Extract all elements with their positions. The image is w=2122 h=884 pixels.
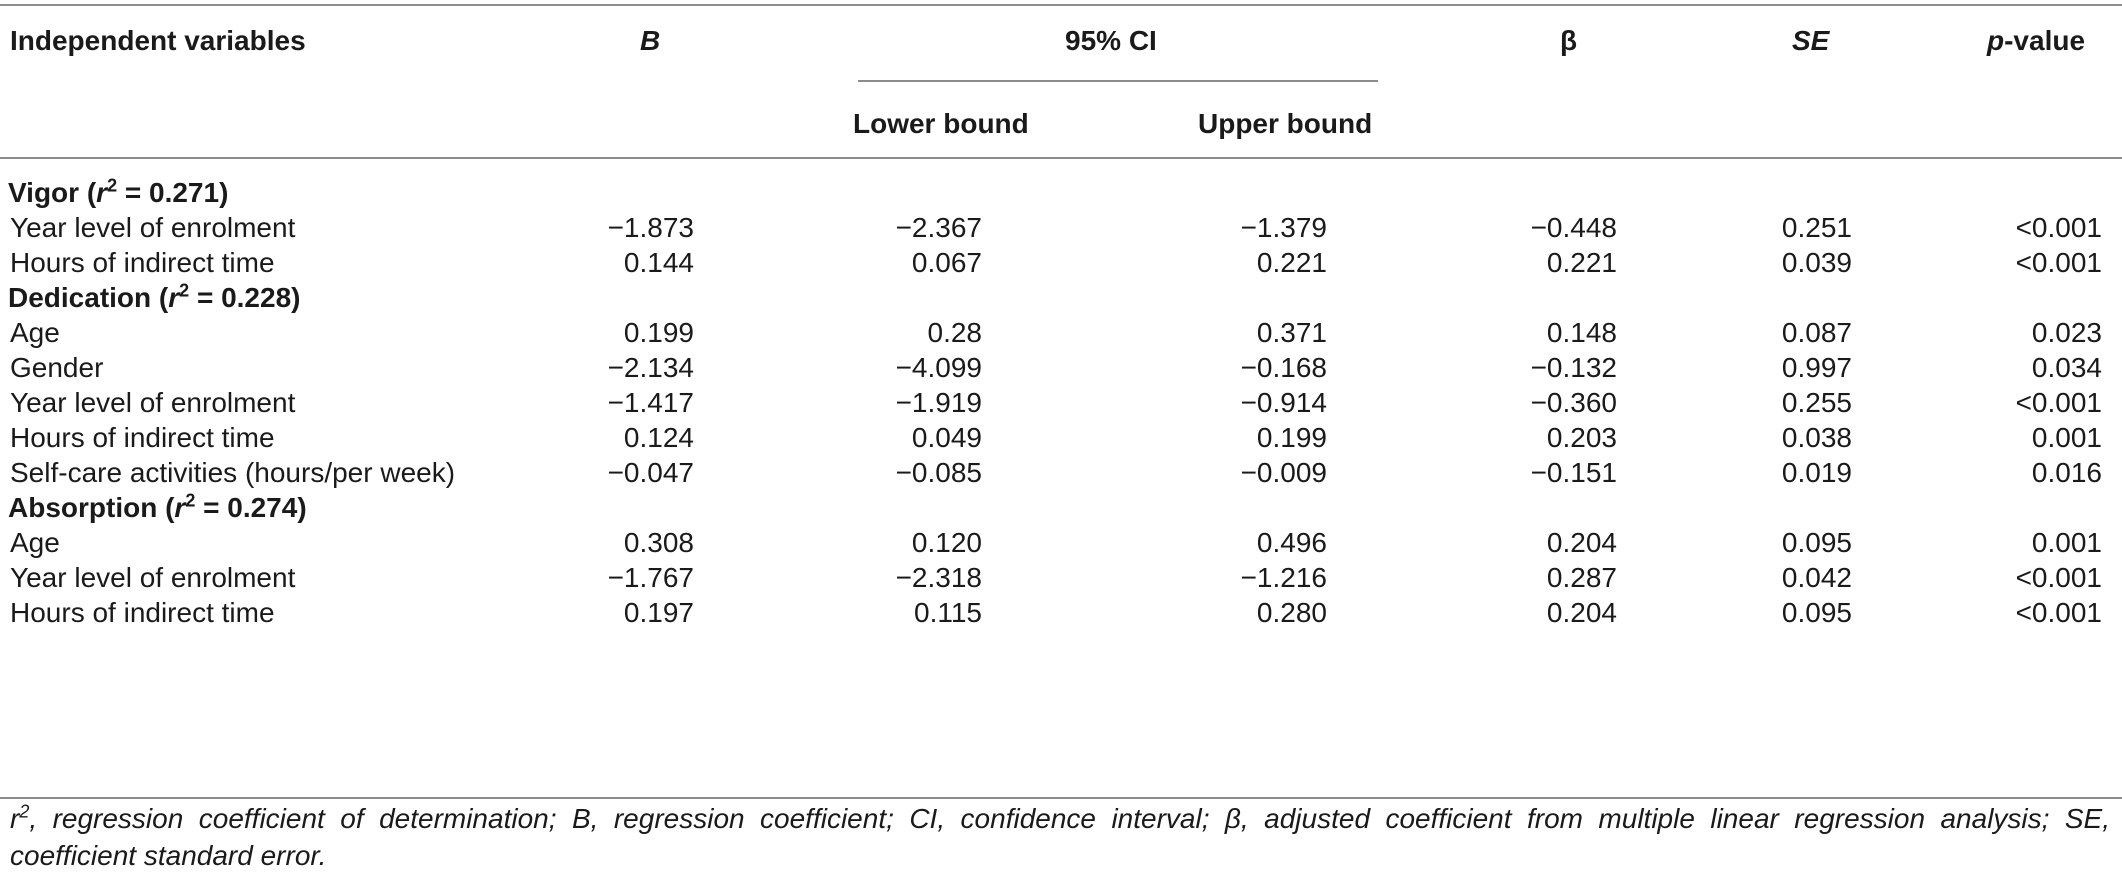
header-p-value [1987, 23, 2085, 59]
header-b: B [640, 25, 661, 56]
cell-lower: −2.367 [895, 212, 982, 243]
row-label: Hours of indirect time [10, 247, 275, 278]
cell-b: 0.197 [623, 597, 694, 628]
header-rule [0, 157, 2122, 159]
row-label: Year level of enrolment [10, 562, 296, 593]
group-heading: Dedication $(r^2 = 0.228)$ [8, 280, 301, 313]
cell-b: 0.308 [623, 527, 694, 558]
cell-p: 0.001 [2031, 422, 2102, 453]
cell-se: 0.087 [1781, 317, 1852, 348]
header-95ci: 95% CI [1065, 25, 1157, 56]
cell-lower: −0.085 [895, 457, 982, 488]
cell-se: 0.039 [1781, 247, 1852, 278]
cell-beta: −0.360 [1530, 387, 1617, 418]
table-footnote [10, 800, 2110, 874]
r2-symbol: r [168, 282, 180, 313]
cell-upper: −0.914 [1240, 387, 1327, 418]
cell-p: 0.034 [2031, 352, 2102, 383]
footnote-line-2: coefficient standard error. [10, 840, 327, 871]
cell-se: 0.019 [1781, 457, 1852, 488]
cell-p: <0.001 [2015, 387, 2102, 418]
cell-lower: −1.919 [895, 387, 982, 418]
cell-lower: 0.120 [911, 527, 982, 558]
cell-se: 0.038 [1781, 422, 1852, 453]
cell-se: 0.095 [1781, 527, 1852, 558]
r2-value: = 0.274) [195, 492, 307, 523]
cell-p: <0.001 [2015, 562, 2102, 593]
group-name: Absorption [8, 492, 158, 523]
row-label: Age [10, 527, 60, 558]
cell-upper: −0.168 [1240, 352, 1327, 383]
group-name: Vigor [8, 177, 80, 208]
header-independent-variables: Independent variables [10, 25, 306, 56]
cell-beta: 0.204 [1546, 527, 1617, 558]
row-label: Self-care activities (hours/per week) [10, 457, 456, 488]
top-rule [0, 4, 2122, 6]
cell-lower: 0.067 [911, 247, 982, 278]
cell-lower: 0.28 [927, 317, 982, 348]
cell-b: −0.047 [607, 457, 694, 488]
cell-b: −1.873 [607, 212, 694, 243]
cell-beta: −0.448 [1530, 212, 1617, 243]
header-upper-bound: Upper bound [1198, 108, 1373, 139]
cell-upper: 0.371 [1256, 317, 1327, 348]
row-label: Year level of enrolment [10, 212, 296, 243]
r2-symbol: r [174, 492, 186, 523]
cell-p: <0.001 [2015, 212, 2102, 243]
header-se: SE [1792, 25, 1830, 56]
r2-value: = 0.271) [117, 177, 229, 208]
cell-p: 0.001 [2031, 527, 2102, 558]
cell-upper: −0.009 [1240, 457, 1327, 488]
cell-b: 0.144 [623, 247, 694, 278]
r2-superscript: 2 [179, 280, 190, 301]
row-label: Year level of enrolment [10, 387, 296, 418]
cell-upper: 0.280 [1256, 597, 1327, 628]
cell-beta: 0.148 [1546, 317, 1617, 348]
cell-upper: 0.199 [1256, 422, 1327, 453]
cell-lower: −2.318 [895, 562, 982, 593]
cell-lower: 0.049 [911, 422, 982, 453]
cell-p: <0.001 [2015, 247, 2102, 278]
cell-beta: 0.221 [1546, 247, 1617, 278]
cell-p: 0.023 [2031, 317, 2102, 348]
ci-spanner-rule [858, 80, 1378, 82]
cell-b: −1.767 [607, 562, 694, 593]
cell-se: 0.255 [1781, 387, 1852, 418]
cell-se: 0.095 [1781, 597, 1852, 628]
footnote-line-1: $r^2$, regression coefficient of determination; B, regression coefficient; CI, confidence interval; β, adjusted coefficient from multiple linear regression analysis; SE, [10, 801, 2110, 834]
cell-upper: −1.216 [1240, 562, 1327, 593]
cell-beta: 0.204 [1546, 597, 1617, 628]
cell-se: 0.997 [1781, 352, 1852, 383]
row-label: Age [10, 317, 60, 348]
bottom-rule [0, 797, 2122, 799]
cell-b: 0.199 [623, 317, 694, 348]
cell-se: 0.251 [1781, 212, 1852, 243]
cell-beta: −0.132 [1530, 352, 1617, 383]
p-rest: -value [2004, 25, 2086, 56]
cell-b: 0.124 [623, 422, 694, 453]
cell-beta: −0.151 [1530, 457, 1617, 488]
cell-se: 0.042 [1781, 562, 1852, 593]
row-label: Hours of indirect time [10, 597, 275, 628]
cell-upper: 0.221 [1256, 247, 1327, 278]
r2-superscript: 2 [107, 175, 118, 196]
header-beta: β [1560, 25, 1578, 56]
cell-p: 0.016 [2031, 457, 2102, 488]
cell-beta: 0.287 [1546, 562, 1617, 593]
cell-beta: 0.203 [1546, 422, 1617, 453]
group-heading: Vigor $(r^2 = 0.271)$ [8, 175, 229, 208]
cell-lower: −4.099 [895, 352, 982, 383]
row-label: Gender [10, 352, 104, 383]
cell-upper: 0.496 [1256, 527, 1327, 558]
cell-p: <0.001 [2015, 597, 2102, 628]
r2-superscript: 2 [185, 490, 196, 511]
row-label: Hours of indirect time [10, 422, 275, 453]
r2-value: = 0.228) [189, 282, 301, 313]
group-name: Dedication [8, 282, 152, 313]
cell-lower: 0.115 [914, 597, 982, 628]
cell-upper: −1.379 [1240, 212, 1327, 243]
cell-b: −2.134 [607, 352, 694, 383]
cell-b: −1.417 [607, 387, 694, 418]
header-lower-bound: Lower bound [853, 108, 1029, 139]
r2-symbol: r [96, 177, 108, 208]
group-heading: Absorption $(r^2 = 0.274)$ [8, 490, 307, 523]
p-italic: p [1987, 25, 2005, 56]
